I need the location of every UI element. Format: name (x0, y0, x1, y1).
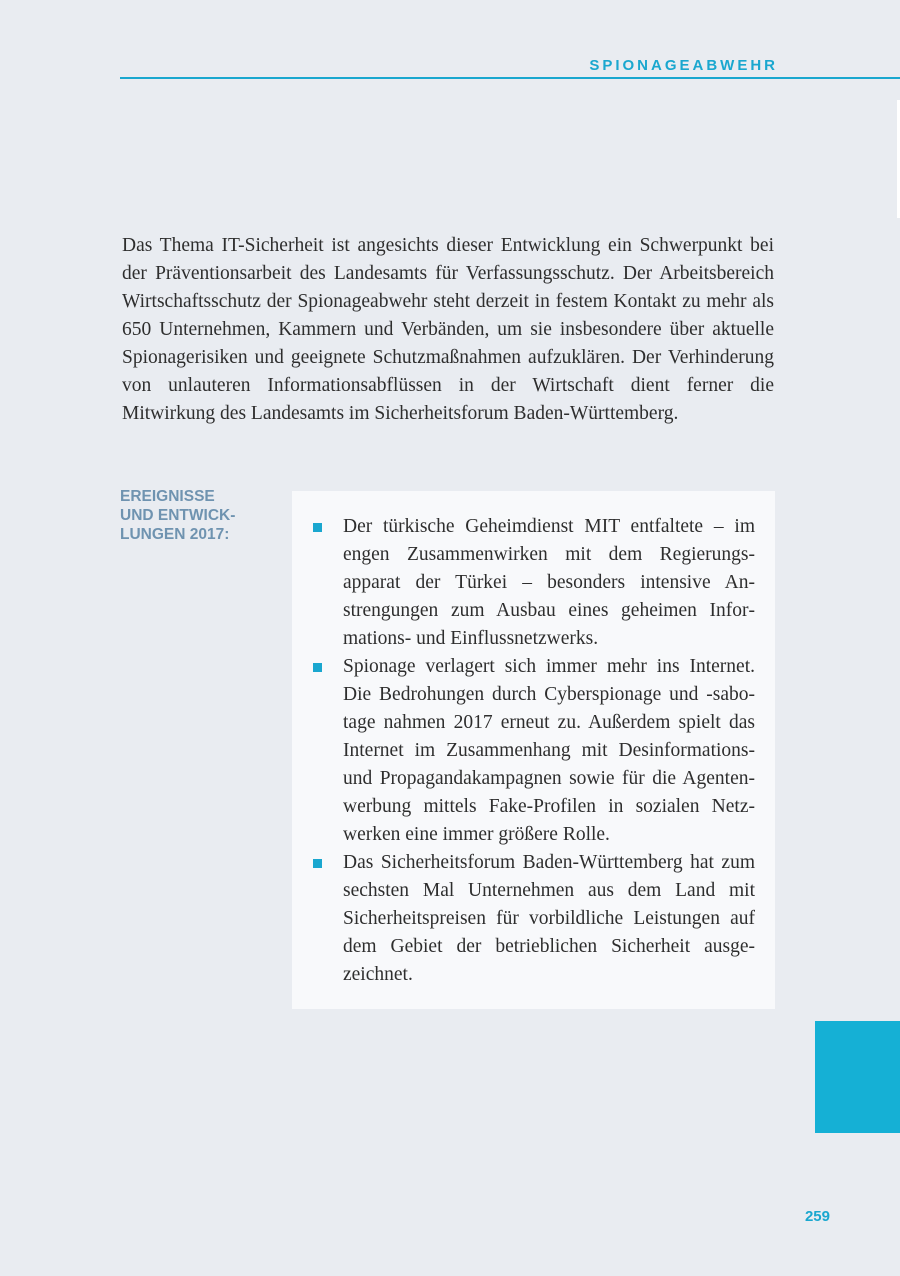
events-box (292, 491, 775, 1009)
header-rule (120, 77, 900, 79)
event-text: Das Sicherheitsforum Baden-Württemberg hat zum sechsten Mal Unternehmen aus dem Land mit Sicherheitspreisen für vorbildliche Leistungen auf dem Gebiet der betrieblichen Sicherheit ausgezeichnet. (343, 852, 755, 985)
square-bullet-icon (313, 523, 322, 532)
event-item (312, 513, 755, 653)
page-number: 259 (804, 1208, 830, 1225)
events-section-label-line: UND ENTWICK- (120, 507, 236, 524)
event-text: Spionage verlagert sich immer mehr ins Internet. Die Bedrohungen durch Cyberspionage und -sabotage nahmen 2017 erneut zu. Außerdem spielt das Internet im Zusammenhang mit Desinformations- und Propagandakampagnen sowie für die Agentenwerbung mittels Fake-Profilen in sozialen Netzwerken eine immer größere Rolle. (343, 656, 755, 845)
event-item (312, 653, 755, 849)
events-section-label-line: EREIGNISSE (120, 488, 215, 505)
events-section-label (120, 487, 270, 544)
square-bullet-icon (313, 859, 322, 868)
chapter-tab-marker (815, 1021, 900, 1133)
running-header-title: SPIONAGEABWEHR (589, 57, 778, 74)
events-section-label-line: LUNGEN 2017: (120, 526, 230, 543)
event-text: Der türkische Geheimdienst MIT entfaltete – im engen Zusammenwirken mit dem Regierungsapparat der Türkei – besonders intensive Anstrengungen zum Ausbau eines geheimen Informations- und Einflussnetzwerks. (343, 516, 755, 649)
events-list (312, 513, 755, 989)
event-item (312, 849, 755, 989)
square-bullet-icon (313, 663, 322, 672)
intro-paragraph: Das Thema IT-Sicherheit ist angesichts dieser Entwicklung ein Schwerpunkt bei der Präventionsarbeit des Landesamts für Verfassungsschutz. Der Arbeitsbereich Wirtschaftsschutz der Spionageabwehr steht derzeit in festem Kontakt zu mehr als 650 Unternehmen, Kammern und Verbänden, um sie insbesondere über aktuelle Spionagerisiken und geeignete Schutzmaßnahmen aufzuklären. Der Verhinderung von unlauteren Informationsabflüssen in der Wirtschaft dient ferner die Mitwirkung des Landesamts im Sicherheitsforum Baden-Württemberg. (122, 235, 774, 424)
